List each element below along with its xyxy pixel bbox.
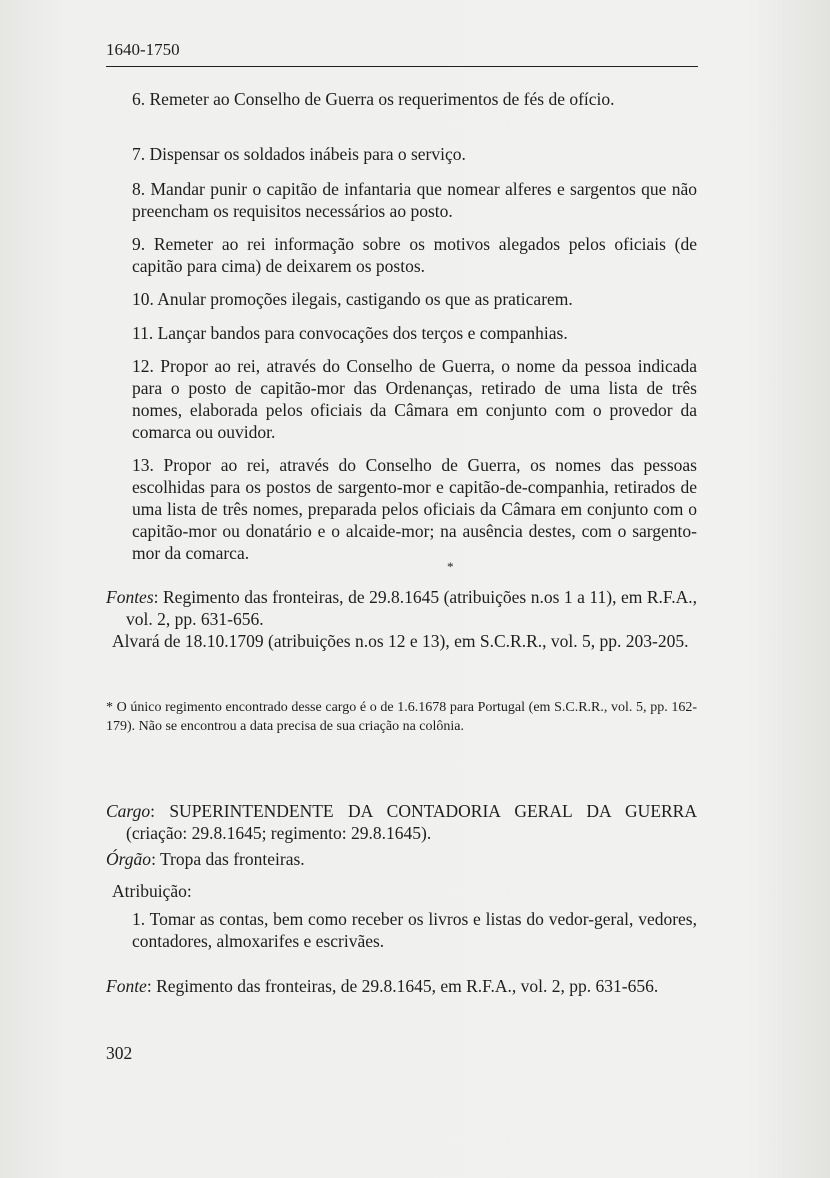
list-item: 8. Mandar punir o capitão de infantaria que nomear alferes e sargentos que não preencham os requisitos necessários ao posto. [132, 179, 697, 221]
cargo-label: Cargo [106, 801, 151, 821]
orgao-label: Órgão [106, 849, 152, 869]
alvara-line: Alvará de 18.10.1709 (atribuições n.os 12 e 13), em S.C.R.R., vol. 5, pp. 203-205. [112, 631, 689, 651]
header-rule [106, 66, 698, 67]
atribuicao-heading: Atribuição: [112, 881, 192, 901]
cargo-line [106, 800, 697, 844]
list-item: 9. Remeter ao rei informação sobre os motivos alegados pelos oficiais (de capitão para cima) de deixarem os postos. [132, 234, 697, 276]
list-item: 7. Dispensar os soldados inábeis para o serviço. [132, 144, 466, 164]
list-item: 6. Remeter ao Conselho de Guerra os requerimentos de fés de ofício. [132, 89, 615, 109]
sources-line [106, 586, 697, 630]
list-item: 1. Tomar as contas, bem como receber os livros e listas do vedor-geral, vedores, contadores, almoxarifes e escrivães. [132, 909, 697, 951]
footnote-marker: * [447, 559, 454, 574]
list-item: 10. Anular promoções ilegais, castigando os que as praticarem. [132, 289, 573, 309]
footnote: * O único regimento encontrado desse cargo é o de 1.6.1678 para Portugal (em S.C.R.R., vol. 5, pp. 162-179). Não se encontrou a data precisa de sua criação na colônia. [106, 700, 697, 734]
fontes-label: Fontes [106, 587, 154, 607]
orgao-text: : Tropa das fronteiras. [151, 849, 305, 869]
running-head: 1640-1750 [106, 40, 180, 59]
page-number: 302 [106, 1043, 133, 1063]
fonte-text: : Regimento das fronteiras, de 29.8.1645, em R.F.A., vol. 2, pp. 631-656. [146, 976, 659, 996]
list-item: 12. Propor ao rei, através do Conselho de Guerra, o nome da pessoa indicada para o posto de capitão-mor das Ordenanças, retirado de uma lista de três nomes, elaborada pelos oficiais da Câmara em conjunto com o provedor da comarca ou ouvidor. [132, 356, 697, 442]
cargo-text: : SUPERINTENDENTE DA CONTADORIA GERAL DA GUERRA (criação: 29.8.1645; regimento: 29.8.1645). [126, 801, 697, 843]
fonte-label: Fonte [106, 976, 147, 996]
list-item: 13. Propor ao rei, através do Conselho de Guerra, os nomes das pessoas escolhidas para os postos de sargento-mor e capitão-de-companhia, retirados de uma lista de três nomes, preparada pelos oficiais da Câmara em conjunto com o capitão-mor ou donatário e o alcaide-mor; na ausência destes, com o sargento-mor da comarca. [132, 455, 697, 563]
orgao-line [106, 848, 697, 870]
fontes-text: : Regimento das fronteiras, de 29.8.1645 (atribuições n.os 1 a 11), em R.F.A., vol. 2, pp. 631-656. [126, 587, 697, 629]
list-item: 11. Lançar bandos para convocações dos terços e companhias. [132, 323, 568, 343]
fonte-line [106, 975, 697, 997]
